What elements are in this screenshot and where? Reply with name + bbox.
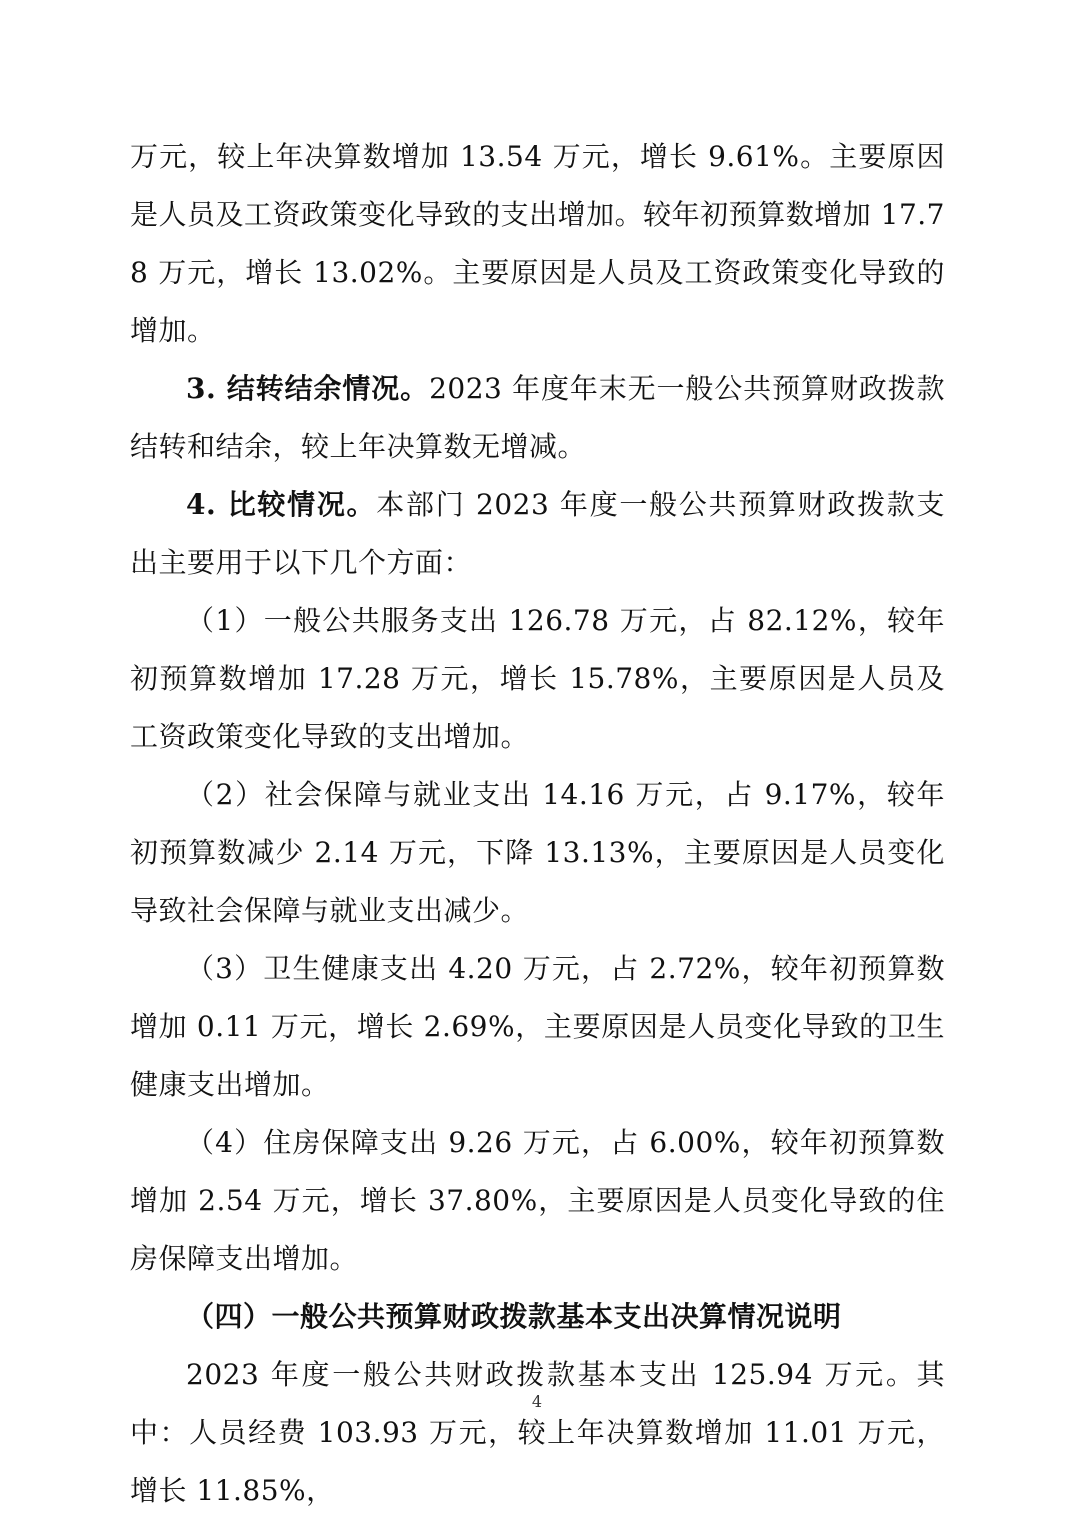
- section-heading: （四）一般公共预算财政拨款基本支出决算情况说明: [186, 1300, 842, 1333]
- paragraph-text: 2023 年度年末无一般公共预算财政拨款结转和结余，较上年决算数无增减。: [130, 372, 945, 463]
- paragraph-continuation: [130, 128, 945, 360]
- paragraph-general-public-services: [130, 592, 945, 766]
- paragraph-text: 万元，较上年决算数增加 13.54 万元，增长 9.61%。主要原因是人员及工资政策变化导致的支出增加。较年初预算数增加 17.78 万元，增长 13.02%。主要原因是人员及工资政策变化导致的增加。: [130, 140, 945, 347]
- paragraph-text: （2）社会保障与就业支出 14.16 万元，占 9.17%，较年初预算数减少 2.14 万元，下降 13.13%，主要原因是人员变化导致社会保障与就业支出减少。: [130, 778, 945, 927]
- paragraph-basic-expenditure: [130, 1346, 945, 1520]
- paragraph-text: 2023 年度一般公共财政拨款基本支出 125.94 万元。其中：人员经费 103.93 万元，较上年决算数增加 11.01 万元，增长 11.85%，: [130, 1358, 945, 1507]
- paragraph-text: （4）住房保障支出 9.26 万元，占 6.00%，较年初预算数增加 2.54 万元，增长 37.80%，主要原因是人员变化导致的住房保障支出增加。: [130, 1126, 945, 1275]
- document-body: [130, 128, 945, 1520]
- paragraph-social-security: [130, 766, 945, 940]
- paragraph-text: 本部门 2023 年度一般公共预算财政拨款支出主要用于以下几个方面：: [130, 488, 946, 579]
- paragraph-lead-heading: 4. 比较情况。: [186, 488, 377, 521]
- paragraph-carryover-balance: [130, 360, 945, 476]
- paragraph-comparison: [130, 476, 945, 592]
- page-number: 4: [531, 1392, 543, 1411]
- paragraph-lead-heading: 3. 结转结余情况。: [186, 372, 430, 405]
- paragraph-text: （3）卫生健康支出 4.20 万元，占 2.72%，较年初预算数增加 0.11 万元，增长 2.69%，主要原因是人员变化导致的卫生健康支出增加。: [130, 952, 945, 1101]
- paragraph-health: [130, 940, 945, 1114]
- paragraph-housing: [130, 1114, 945, 1288]
- paragraph-text: （1）一般公共服务支出 126.78 万元，占 82.12%，较年初预算数增加 17.28 万元，增长 15.78%，主要原因是人员及工资政策变化导致的支出增加。: [130, 604, 945, 753]
